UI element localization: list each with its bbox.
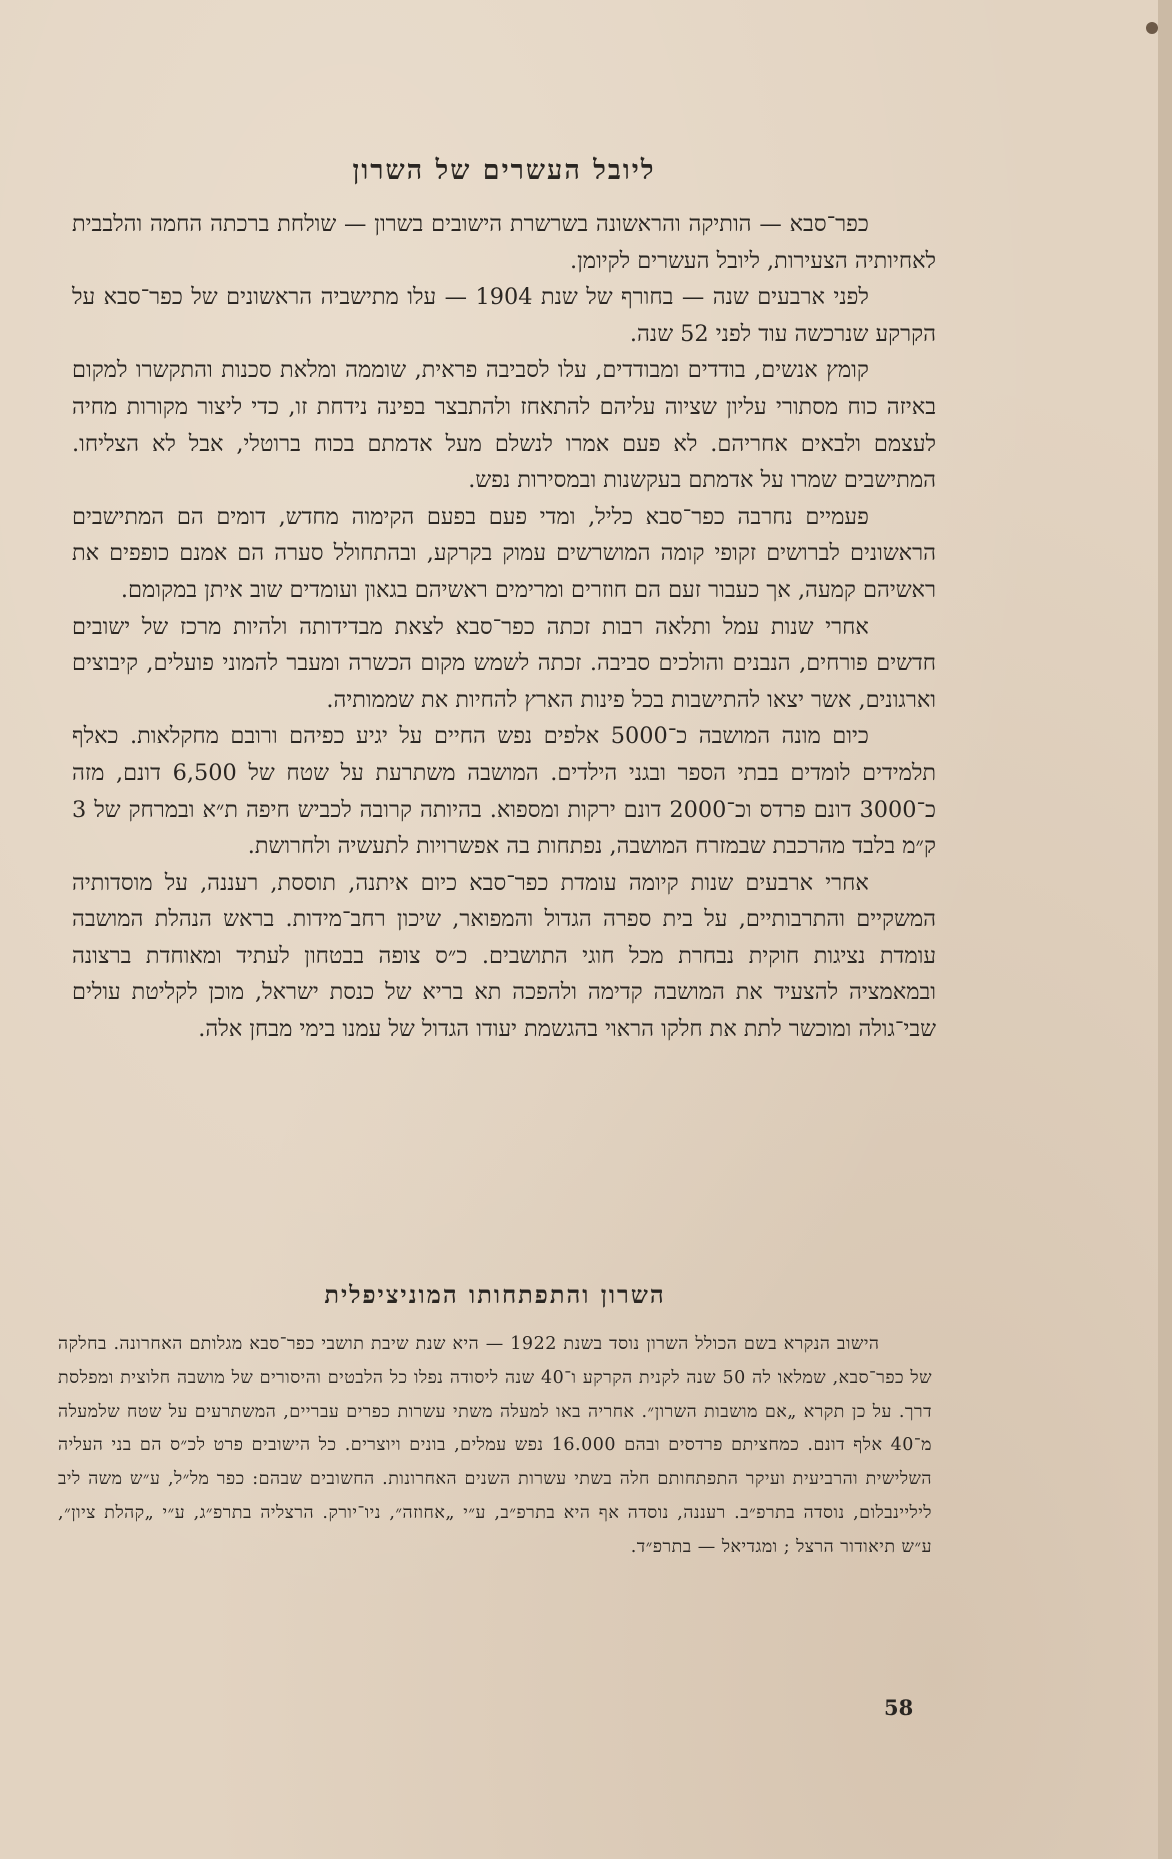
article-paragraph: אחרי ארבעים שנות קיומה עומדת כפר־סבא כיום איתנה, תוססת, רעננה, על מוסדותיה המשקיים והתרבותיים, על בית ספרה הגדול והמפואר, שיכון רחב־מידות. בראש הנהלת המושבה עומדת נציגות חוקית נבחרת מכל חוגי התושבים. כ״ס צופה בבטחון לעתיד ומאוחדת ברצונה ובמאמציה להצעיד את המושבה קדימה ולהפכה תא בריא של כנסת ישראל, מוכן לקליטת עולים שבי־גולה ומוכשר לתת את חלקו הראוי בהגשמת יעודו הגדול של עמנו בימי מבחן אלה. [72,869,936,1043]
article-paragraph: קומץ אנשים, בודדים ומבודדים, עלו לסביבה פראית, שוממה ומלאת סכנות והתקשרו למקום באיזה כוח מסתורי עליון שציוה עליהם להתאחז ולהתבצר בפינה נידחת זו, כדי ליצור מקורות מחיה לעצמם ולבאים אחריהם. לא פעם אמרו לנשלם מעל אדמתם בכוח ברוטלי, אבל לא הצליחו. המתישבים שמרו על אדמתם בעקשנות ובמסירות נפש. [72,357,936,494]
binding-hole [1146,22,1158,34]
article-paragraph: כיום מונה המושבה כ־5000 אלפים נפש החיים על יגיע כפיהם ורובם מחקלאות. כאלף תלמידים לומדים בבתי הספר ובגני הילדים. המושבה משתרעת על שטח של 6,500 דונם, מזה כ־3000 דונם פרדס וכ־2000 דונם ירקות ומספוא. בהיותה קרובה לכביש חיפה ת״א ובמרחק של 3 ק״מ בלבד מהרכבת שבמזרח המושבה, נפתחות בה אפשרויות לתעשיה ולחרושת. [72,723,937,860]
article-paragraph: לפני ארבעים שנה — בחורף של שנת 1904 — עלו מתישביה הראשונים של כפר־סבא על הקרקע שנרכשה עוד לפני 52 שנה. [72,284,936,347]
article-paragraph: פעמיים נחרבה כפר־סבא כליל, ומדי פעם בפעם הקימוה מחדש, דומים הם המתישבים הראשונים לברושים זקופי קומה המושרשים עמוק בקרקע, ובהתחולל סערה הם אמנם כופפים את ראשיהם קמעה, אך כעבור זעם הם חוזרים ומרימים ראשיהם בגאון ועומדים שוב איתן במקומם. [72,503,936,603]
article-paragraph: כפר־סבא — הותיקה והראשונה בשרשרת הישובים בשרון — שולחת ברכתה החמה והלבבית לאחיותיה הצעירות, ליובל העשרים לקיומן. [72,211,936,274]
article-sharon-municipal-development [58,1280,932,1565]
article-kfar-saba-jubilee [72,155,936,1048]
article-title: השרון והתפתחותו המוניציפלית [324,1280,666,1309]
article-paragraph: אחרי שנות עמל ותלאה רבות זכתה כפר־סבא לצאת מבדידותה ולהיות מרכז של ישובים חדשים פורחים, הנבנים והולכים סביבה. זכתה לשמש מקום הכשרה ומעבר להמוני פועלים, קיבוצים וארגונים, אשר יצאו להתישבות בכל פינות הארץ להחיות את שממותיה. [72,613,936,713]
article-paragraph: הישוב הנקרא בשם הכולל השרון נוסד בשנת 1922 — היא שנת שיבת תושבי כפר־סבא מגלותם האחרונה. בחלקה של כפר־סבא, שמלאו לה 50 שנה לקנית הקרקע ו־40 שנה ליסודה נפלו כל הלבטים והיסורים של מושבה חלוצית ומפלסת דרך. על כן תקרא „אם מושבות השרון״. אחריה באו למעלה משתי עשרות כפרים עבריים, המשתרעים על שטח שלמעלה מ־40 אלף דונם. כמחציתם פרדסים ובהם 16.000 נפש עמלים, בונים ויוצרים. כל הישובים פרט לכ״ס הם בני העליה השלישית והרביעית ועיקר התפתחותם חלה בשתי עשרות השנים האחרונות. החשובים שבהם: כפר מל״ל, ע״ש משה ליב ליליינבלום, נוסדה בתרפ״ב. רעננה, נוסדה אף היא בתרפ״ב, ע״י „אחוזה״, ניו־יורק. הרצליה בתרפ״ג, ע״י „קהלת ציון״, ע״ש תיאודור הרצל ; ומגדיאל — בתרפ״ד. [58,1334,933,1557]
article-title: ליובל העשרים של השרון [352,155,656,186]
page-number: 58 [884,1695,914,1720]
